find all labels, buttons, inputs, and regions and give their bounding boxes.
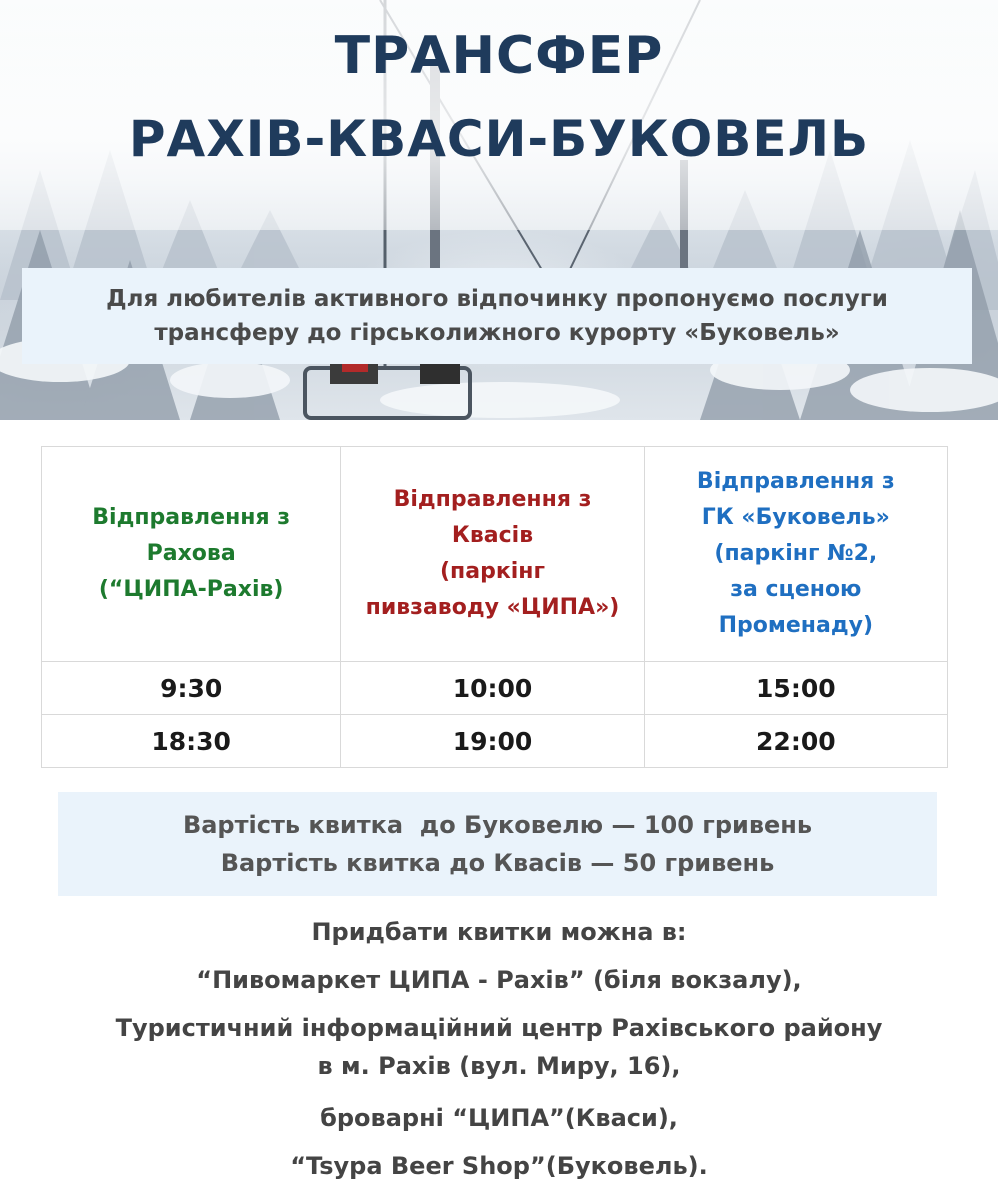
sales-point-pivomarket: “Пивомаркет ЦИПА - Рахів” (біля вокзалу), bbox=[196, 966, 802, 994]
header-line: пивзаводу «ЦИПА») bbox=[365, 595, 620, 620]
table-header-row bbox=[42, 447, 948, 662]
sales-point-info-center bbox=[0, 1009, 998, 1085]
departure-schedule-table bbox=[41, 446, 948, 768]
price-kvasy: Вартість квитка до Квасів — 50 гривень bbox=[220, 849, 775, 877]
time-cell: 18:30 bbox=[42, 715, 341, 768]
sales-heading: Придбати квитки можна в: bbox=[311, 918, 687, 946]
header-line: Квасів bbox=[451, 523, 534, 548]
price-bukovel: Вартість квитка до Буковелю — 100 гривень bbox=[182, 811, 813, 839]
header-rakhiv bbox=[42, 447, 341, 662]
time-cell: 19:00 bbox=[341, 715, 644, 768]
header-line: (паркінг №2, bbox=[714, 541, 878, 566]
table-row bbox=[42, 662, 948, 715]
time-cell: 22:00 bbox=[644, 715, 947, 768]
intro-box bbox=[22, 268, 972, 364]
table-row bbox=[42, 715, 948, 768]
page-title-line-2: РАХІВ-КВАСИ-БУКОВЕЛЬ bbox=[128, 110, 870, 168]
header-line: (паркінг bbox=[439, 559, 545, 584]
time-cell: 9:30 bbox=[42, 662, 341, 715]
time-cell: 15:00 bbox=[644, 662, 947, 715]
sales-point-brewery: броварні “ЦИПА”(Кваси), bbox=[320, 1104, 678, 1132]
sales-point-beer-shop: “Tsypa Beer Shop”(Буковель). bbox=[290, 1152, 708, 1180]
header-line: Відправлення з bbox=[393, 487, 592, 512]
info-center-line-2: в м. Рахів (вул. Миру, 16), bbox=[317, 1052, 681, 1080]
ticket-sales-points bbox=[0, 905, 998, 1187]
intro-line-2: трансферу до гірськолижного курорту «Буковель» bbox=[154, 320, 840, 346]
time-cell: 10:00 bbox=[341, 662, 644, 715]
info-center-line-1: Туристичний інформаційний центр Рахівського району bbox=[115, 1014, 883, 1042]
header-line: Відправлення з bbox=[92, 505, 291, 530]
ticket-price-box bbox=[58, 792, 937, 896]
page-title-line-1: ТРАНСФЕР bbox=[334, 26, 664, 86]
header-line: за сценою bbox=[730, 577, 862, 602]
header-kvasy bbox=[341, 447, 644, 662]
intro-line-1: Для любителів активного відпочинку пропонуємо послуги bbox=[106, 286, 888, 312]
header-line: Відправлення з bbox=[696, 469, 895, 494]
header-line: ГК «Буковель» bbox=[701, 505, 890, 530]
hero-banner bbox=[0, 0, 998, 420]
header-bukovel bbox=[644, 447, 947, 662]
header-line: (“ЦИПА-Рахів) bbox=[98, 577, 284, 602]
header-line: Променаду) bbox=[718, 613, 874, 638]
header-line: Рахова bbox=[146, 541, 236, 566]
